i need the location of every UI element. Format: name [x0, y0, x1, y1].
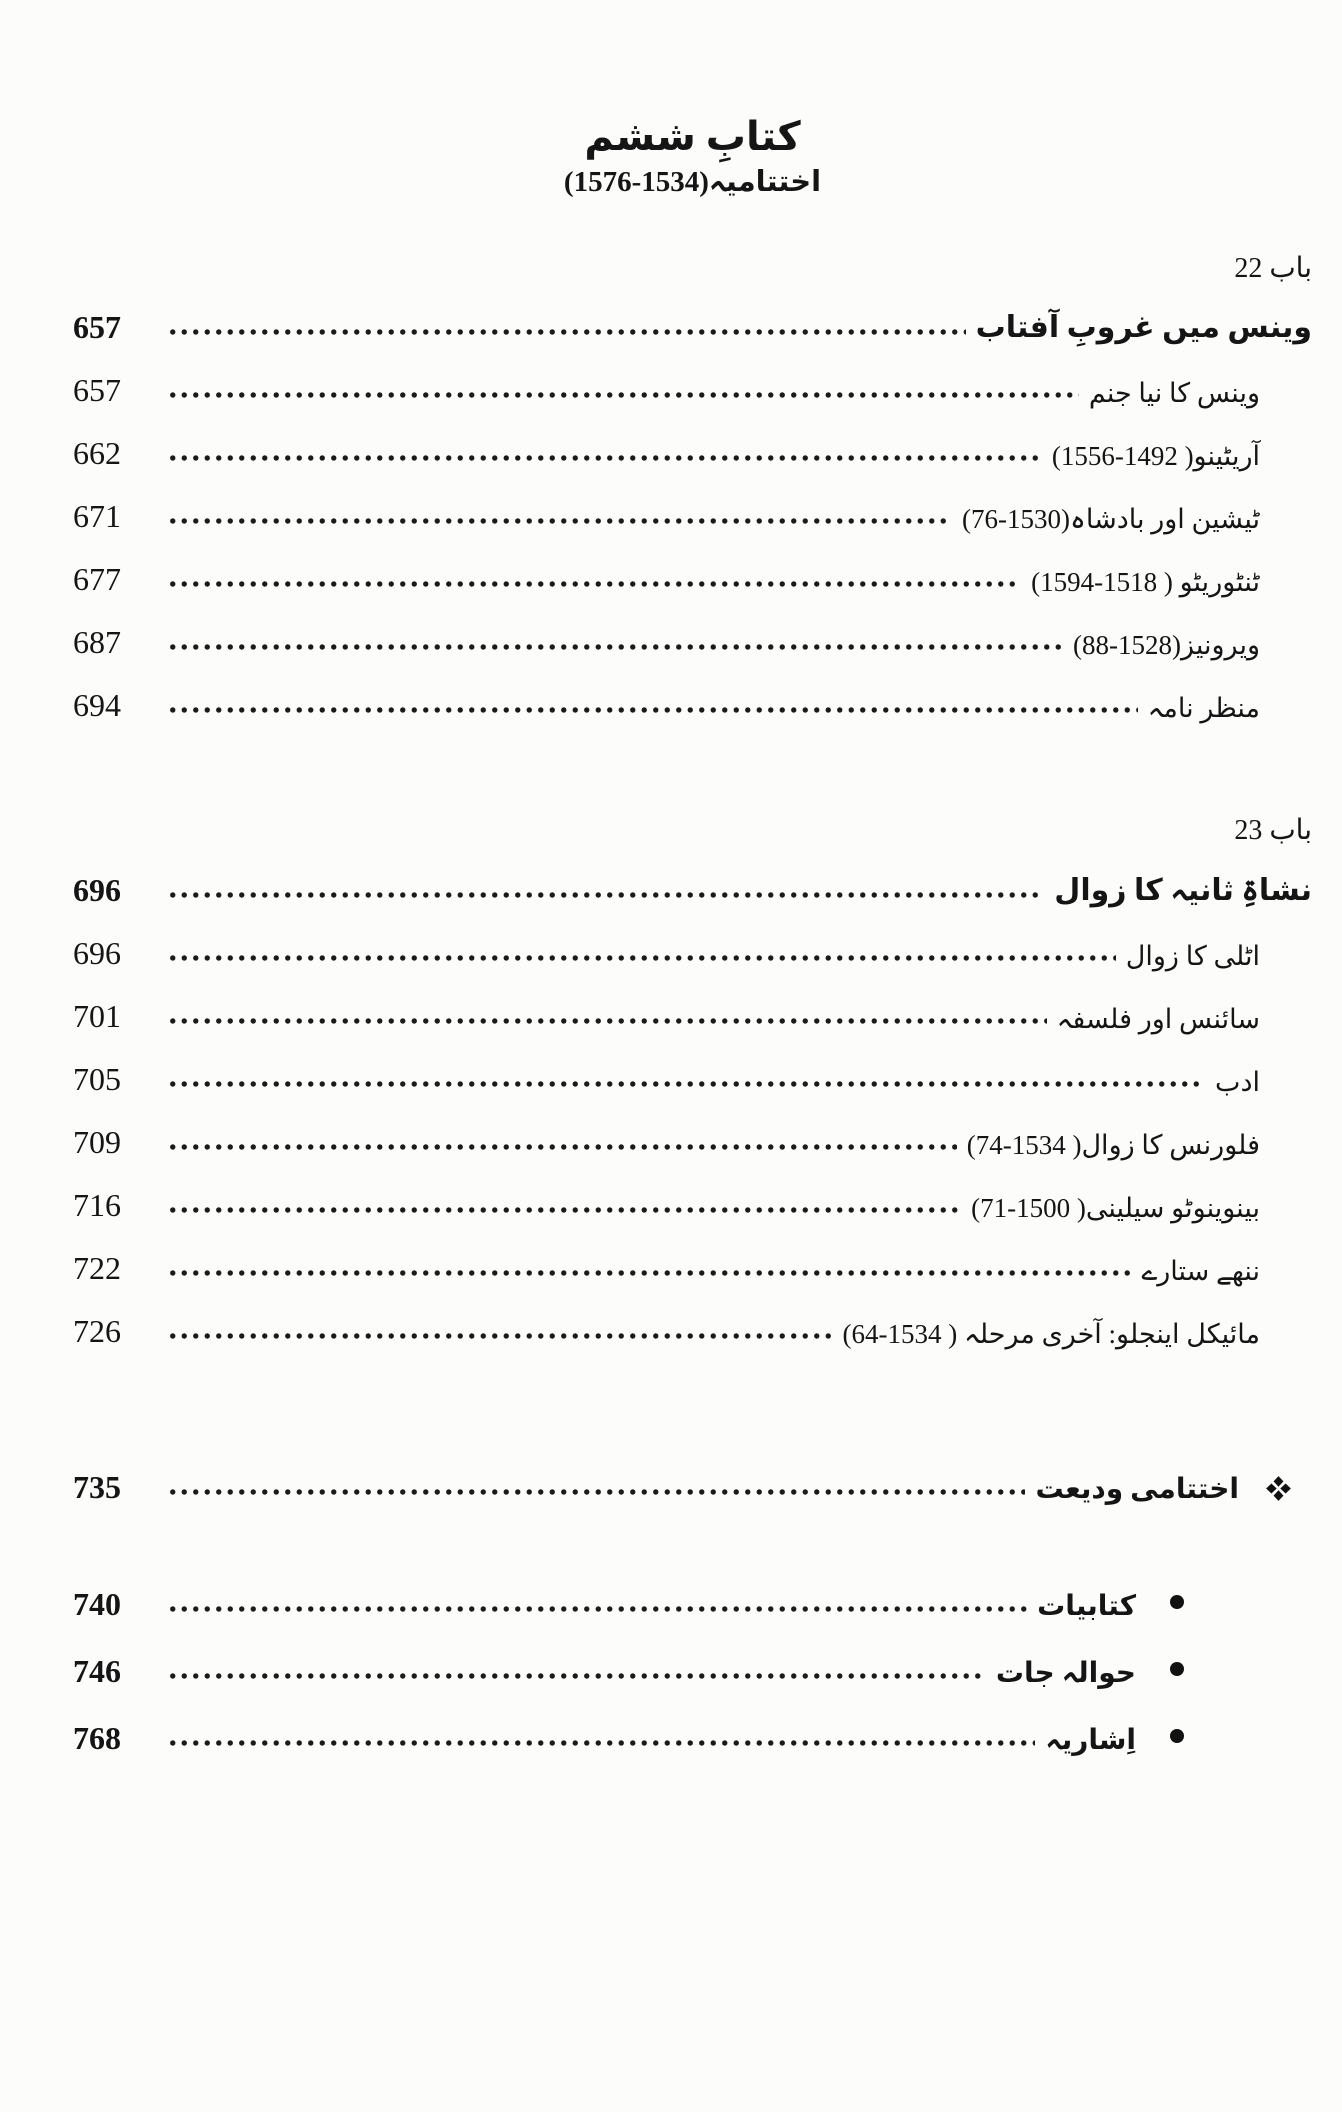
entry-title: حوالہ جات [995, 1657, 1136, 1689]
entry-title: سائنس اور فلسفہ [1056, 1003, 1260, 1034]
entry-title: اٹلی کا زوال [1125, 940, 1260, 971]
toc-entry-index [73, 1694, 1312, 1761]
entry-page: 740 [73, 1586, 121, 1623]
entry-title: اختتامی ودیعت [1035, 1473, 1239, 1505]
entry-title: بینوینوٹو سیلینی( 1500-71) [971, 1192, 1260, 1223]
toc-entry [73, 602, 1312, 665]
chapter-23-section [73, 812, 1312, 1354]
entry-page: 687 [73, 624, 121, 661]
dot-leader [167, 1738, 1035, 1748]
entry-page: 657 [73, 309, 121, 346]
toc-entry [73, 1228, 1312, 1291]
four-diamond-icon [1265, 1475, 1292, 1510]
dot-leader [167, 1079, 1205, 1089]
entry-title: ننھے ستارے [1141, 1255, 1260, 1286]
entry-page: 735 [73, 1469, 121, 1506]
bullet-icon [1170, 1662, 1184, 1676]
toc-entry [73, 350, 1312, 413]
entry-title: آریٹینو( 1492-1556) [1051, 441, 1260, 472]
dot-leader [167, 1671, 986, 1681]
entry-page: 722 [73, 1250, 121, 1287]
dot-leader [167, 579, 1021, 589]
dot-leader [167, 642, 1063, 652]
entry-page: 716 [73, 1187, 121, 1224]
toc-entry [73, 850, 1312, 913]
dot-leader [167, 1604, 1027, 1614]
dot-leader [167, 1268, 1131, 1278]
entry-page: 746 [73, 1653, 121, 1690]
dot-leader [167, 1487, 1025, 1497]
entry-page: 662 [73, 435, 121, 472]
dot-leader [167, 327, 966, 337]
entry-title: ادب [1215, 1066, 1260, 1097]
entry-title: کتابیات [1037, 1590, 1136, 1622]
entry-page: 677 [73, 561, 121, 598]
toc-entry [73, 1039, 1312, 1102]
entry-page: 694 [73, 687, 121, 724]
book-title: کتابِ ششم [584, 114, 801, 159]
toc-entry [73, 913, 1312, 976]
toc-entry [73, 1291, 1312, 1354]
dot-leader [167, 390, 1079, 400]
dot-leader [167, 516, 952, 526]
toc-entry [73, 665, 1312, 728]
chapter-22-section [73, 250, 1312, 729]
dot-leader [167, 453, 1042, 463]
entry-title: ٹنٹوریٹو ( 1518-1594) [1031, 567, 1260, 598]
chapter-23-heading: باب 23 [1234, 815, 1312, 847]
dot-leader [167, 953, 1116, 963]
dot-leader [167, 1331, 833, 1341]
toc-entry [73, 413, 1312, 476]
toc-entry [73, 287, 1312, 350]
toc-entry [73, 539, 1312, 602]
entry-title: ویرونیز(1528-88) [1072, 630, 1260, 661]
entry-title: مائیکل اینجلو: آخری مرحلہ ( 1534-64) [842, 1318, 1260, 1349]
bullet-icon [1170, 1595, 1184, 1609]
entry-page: 657 [73, 372, 121, 409]
entry-page: 709 [73, 1124, 121, 1161]
entry-title: فلورنس کا زوال( 1534-74) [966, 1129, 1260, 1160]
dot-leader [167, 1016, 1047, 1026]
entry-title: وینس میں غروبِ آفتاب [975, 311, 1312, 345]
entry-page: 705 [73, 1061, 121, 1098]
chapter-22-heading: باب 22 [1234, 252, 1312, 284]
book-subtitle: اختتامیہ(1534-1576) [563, 166, 822, 198]
entry-title: نشاۃِ ثانیہ کا زوال [1054, 874, 1312, 908]
entry-title: وینس کا نیا جنم [1088, 378, 1260, 409]
entry-title: ٹیشین اور بادشاہ(1530-76) [962, 504, 1260, 535]
toc-entry [73, 1165, 1312, 1228]
back-matter-section [73, 1444, 1312, 1761]
dot-leader [167, 1142, 957, 1152]
toc-entry [73, 476, 1312, 539]
toc-entry [73, 1102, 1312, 1165]
bullet-icon [1170, 1729, 1184, 1743]
toc-entry-bibliography [73, 1560, 1312, 1627]
toc-entry-references [73, 1627, 1312, 1694]
toc-page [0, 112, 1342, 2112]
dot-leader [167, 705, 1138, 715]
entry-title: اِشاریہ [1045, 1724, 1136, 1756]
entry-title: منظر نامہ [1147, 693, 1260, 724]
entry-page: 701 [73, 998, 121, 1035]
entry-page: 696 [73, 872, 121, 909]
entry-page: 696 [73, 935, 121, 972]
toc-entry-envoi [73, 1444, 1312, 1510]
entry-page: 768 [73, 1720, 121, 1757]
entry-page: 671 [73, 498, 121, 535]
dot-leader [167, 890, 1044, 900]
entry-page: 726 [73, 1313, 121, 1350]
toc-entry [73, 976, 1312, 1039]
dot-leader [167, 1205, 961, 1215]
